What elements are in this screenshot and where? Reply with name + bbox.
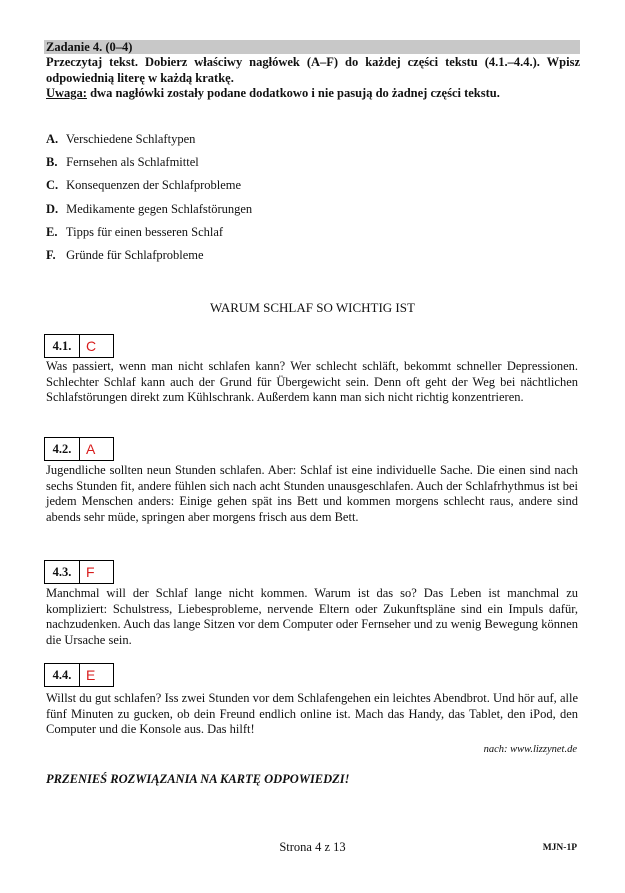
heading-option-d (46, 201, 546, 224)
paragraph-4-3: Manchmal will der Schlaf lange nicht kommen. Warum ist das so? Das Leben ist manchmal zu kompliziert: Schulstress, Liebesprobleme, nervende Eltern oder Zukunftspläne sind ein Impuls dafür, nachzudenken. Auch das lange Sitzen vor dem Computer oder Fernseher und zu wenig Bewegung können die Ursache sein. (46, 586, 578, 648)
heading-text: Konsequenzen der Schlafprobleme (66, 178, 242, 193)
heading-text: Tipps für einen besseren Schlaf (65, 224, 224, 239)
page-number: Strona 4 z 13 (279, 840, 346, 854)
part-number: 4.1. (45, 335, 80, 357)
answer-letter: E (86, 667, 96, 683)
note (46, 86, 580, 102)
article-title: WARUM SCHLAF SO WICHTIG IST (210, 300, 415, 315)
answer-letter: F (86, 564, 95, 580)
answer-box-4-2[interactable] (44, 437, 114, 461)
answer-box-4-1[interactable] (44, 334, 114, 358)
heading-text: Verschiedene Schlaftypen (65, 132, 196, 146)
answer-box-4-4[interactable] (44, 663, 114, 687)
part-number: 4.3. (45, 561, 80, 583)
heading-text: Gründe für Schlafprobleme (66, 247, 204, 262)
paragraph-4-4: Willst du gut schlafen? Iss zwei Stunden vor dem Schlafengehen ein leichtes Abendbrot. Und hör auf, alle fünf Minuten zu gucken, ob dein Freund endlich online ist. Mach das Handy, das Tablet, den iPod, den Computer und die Konsole aus. Das hilft! (46, 691, 578, 737)
answer-box-4-3[interactable] (44, 560, 114, 584)
instruction-text: Przeczytaj tekst. Dobierz właściwy nagłówek (A–F) do każdej części tekstu (4.1.–4.4.). Wpisz odpowiednią literę w każdą kratkę. (46, 55, 580, 85)
paragraph-4-2: Jugendliche sollten neun Stunden schlafen. Aber: Schlaf ist eine individuelle Sache. Die einen sind nach sechs Stunden fit, andere fühlen sich nach acht Stunden unausgeschlafen. Auch der Schlafrhythmus ist bei jedem Menschen anders: Einige gehen spät ins Bett und kommen morgens schlecht raus, andere sind abends sehr müde, springen aber morgens frisch aus dem Bett. (46, 463, 578, 525)
task-title: Zadanie 4. (0–4) (46, 40, 133, 54)
heading-letter: C. (46, 178, 59, 193)
heading-letter: E. (46, 224, 58, 239)
heading-letter: A. (46, 132, 59, 146)
heading-option-c (46, 177, 546, 200)
heading-letter: F. (46, 247, 56, 262)
exam-code: MJN-1P (542, 843, 577, 853)
heading-option-e (46, 224, 546, 247)
paragraph-4-1: Was passiert, wenn man nicht schlafen kann? Wer schlecht schläft, bekommt schneller Depressionen. Schlechter Schlaf kann auch der Grund für Übergewicht sein. Denn oft geht der Weg bei nächtlichen Schlafstörungen direkt zum Kühlschrank. Außerdem kann man sich nicht richtig konzentrieren. (46, 359, 578, 405)
transfer-note: PRZENIEŚ ROZWIĄZANIA NA KARTĘ ODPOWIEDZI! (46, 772, 350, 786)
part-number: 4.2. (45, 438, 80, 460)
heading-option-f (46, 247, 546, 270)
heading-option-a (46, 131, 546, 154)
heading-letter: D. (46, 201, 59, 216)
heading-letter: B. (46, 155, 58, 170)
task-header (44, 40, 580, 54)
note-text: dwa nagłówki zostały podane dodatkowo i nie pasują do żadnej części tekstu. (86, 86, 500, 100)
note-label: Uwaga: (46, 86, 87, 100)
source-attribution: nach: www.lizzynet.de (483, 744, 577, 755)
heading-option-b (46, 154, 546, 177)
heading-text: Fernsehen als Schlafmittel (66, 155, 199, 170)
heading-text: Medikamente gegen Schlafstörungen (66, 201, 253, 216)
task-instructions (46, 55, 580, 102)
answer-letter: A (86, 441, 96, 457)
part-number: 4.4. (45, 664, 80, 686)
answer-letter: C (86, 338, 97, 354)
headings-list (46, 131, 546, 270)
